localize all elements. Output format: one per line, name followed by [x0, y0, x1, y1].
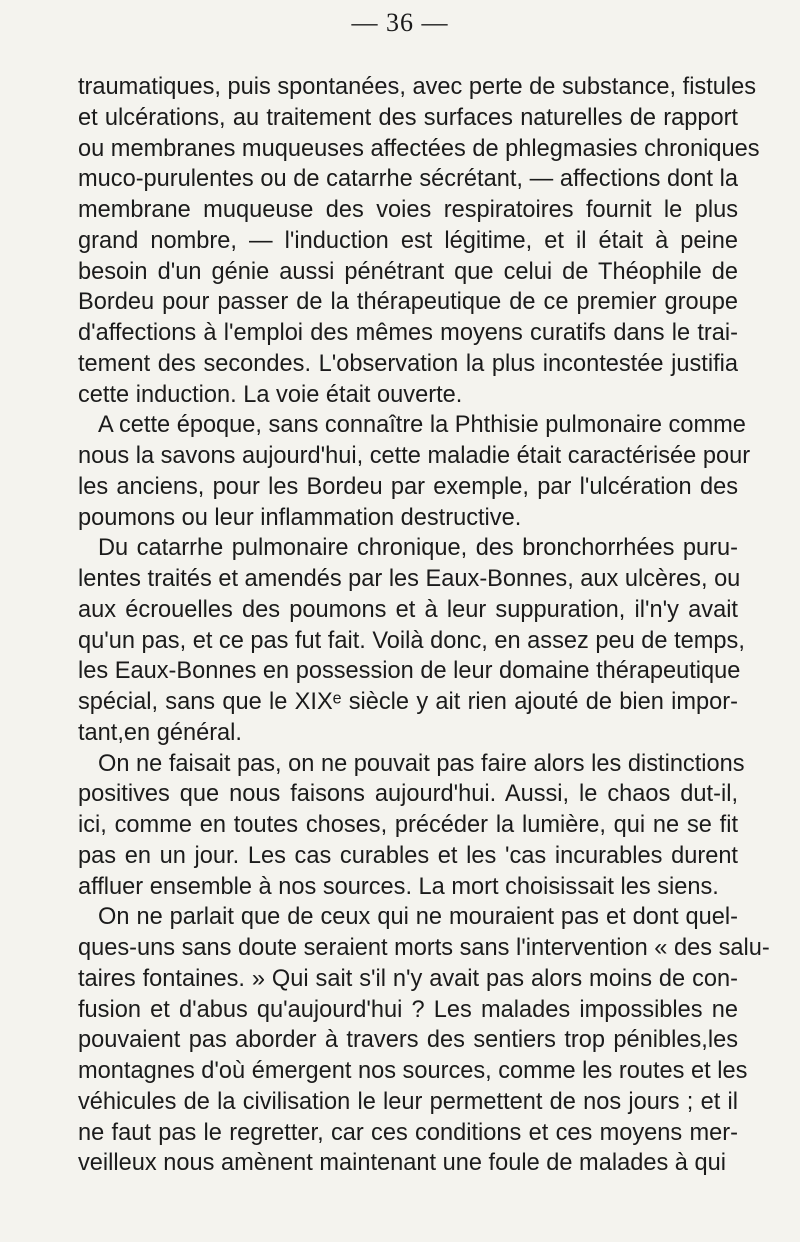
- text-line: Bordeu pour passer de la thérapeutique de ce premier groupe: [78, 289, 738, 316]
- paragraph: [78, 533, 745, 748]
- paragraph: [78, 410, 751, 533]
- text-line: positives que nous faisons aujourd'hui. Aussi, le chaos dut-il,: [78, 781, 738, 808]
- paragraph: [78, 749, 745, 903]
- text-line: affluer ensemble à nos sources. La mort choisissait les siens.: [78, 873, 719, 900]
- text-line: qu'un pas, et ce pas fut fait. Voilà donc, en assez peu de temps,: [78, 627, 745, 654]
- text-line: fusion et d'abus qu'aujourd'hui ? Les malades impossibles ne: [78, 996, 738, 1023]
- text-line: membrane muqueuse des voies respiratoires fournit le plus: [78, 197, 738, 223]
- text-line: pouvaient pas aborder à travers des sentiers trop pénibles,les: [78, 1027, 738, 1054]
- text-line: nous la savons aujourd'hui, cette maladie était caractérisée pour: [78, 443, 751, 469]
- text-line: muco-purulentes ou de catarrhe sécrétant, — affections dont la: [78, 166, 738, 193]
- text-line: les Eaux-Bonnes en possession de leur domaine thérapeutique: [78, 658, 741, 685]
- text-line: ques-uns sans doute seraient morts sans l'intervention « des salu-: [78, 935, 770, 961]
- page-number: — 36 —: [351, 8, 449, 37]
- paragraph: [78, 902, 770, 1179]
- text-line: ne faut pas le regretter, car ces conditions et ces moyens mer-: [78, 1119, 738, 1146]
- text-line: tement des secondes. L'observation la plus incontestée justifia: [78, 350, 738, 377]
- text-line: Du catarrhe pulmonaire chronique, des bronchorrhées puru-: [98, 535, 738, 562]
- text-line: besoin d'un génie aussi pénétrant que celui de Théophile de: [78, 258, 738, 285]
- text-line: veilleux nous amènent maintenant une foule de malades à qui: [78, 1150, 726, 1177]
- body-text: [78, 72, 770, 1179]
- text-line: taires fontaines. » Qui sait s'il n'y avait pas alors moins de con-: [78, 965, 738, 992]
- text-line: d'affections à l'emploi des mêmes moyens curatifs dans le trai-: [78, 320, 738, 346]
- text-line: poumons ou leur inflammation destructive.: [78, 504, 522, 531]
- text-line: ici, comme en toutes choses, précéder la lumière, qui ne se fit: [78, 812, 738, 838]
- text-line: grand nombre, — l'induction est légitime, et il était à peine: [78, 227, 738, 254]
- text-line: cette induction. La voie était ouverte.: [78, 381, 463, 408]
- text-line: montagnes d'où émergent nos sources, comme les routes et les: [78, 1058, 748, 1084]
- text-line: On ne faisait pas, on ne pouvait pas faire alors les distinctions: [98, 750, 745, 777]
- text-line: A cette époque, sans connaître la Phthisie pulmonaire comme: [98, 412, 746, 439]
- text-line: On ne parlait que de ceux qui ne mouraient pas et dont quel-: [98, 904, 738, 931]
- text-line: lentes traités et amendés par les Eaux-Bonnes, aux ulcères, ou: [78, 566, 741, 592]
- text-line: tant,en général.: [78, 719, 242, 746]
- text-line: aux écrouelles des poumons et à leur suppuration, il'n'y avait: [78, 596, 738, 623]
- text-line: ou membranes muqueuses affectées de phlegmasies chroniques: [78, 135, 760, 162]
- paragraph: [78, 72, 760, 410]
- text-line: traumatiques, puis spontanées, avec perte de substance, fistules: [78, 74, 757, 100]
- text-line: véhicules de la civilisation le leur permettent de nos jours ; et il: [78, 1088, 738, 1115]
- text-line: et ulcérations, au traitement des surfaces naturelles de rapport: [78, 104, 738, 131]
- text-line: les anciens, pour les Bordeu par exemple, par l'ulcération des: [78, 473, 738, 500]
- text-line: pas en un jour. Les cas curables et les 'cas incurables durent: [78, 842, 738, 869]
- text-line: spécial, sans que le XIXᵉ siècle y ait rien ajouté de bien impor-: [78, 689, 738, 715]
